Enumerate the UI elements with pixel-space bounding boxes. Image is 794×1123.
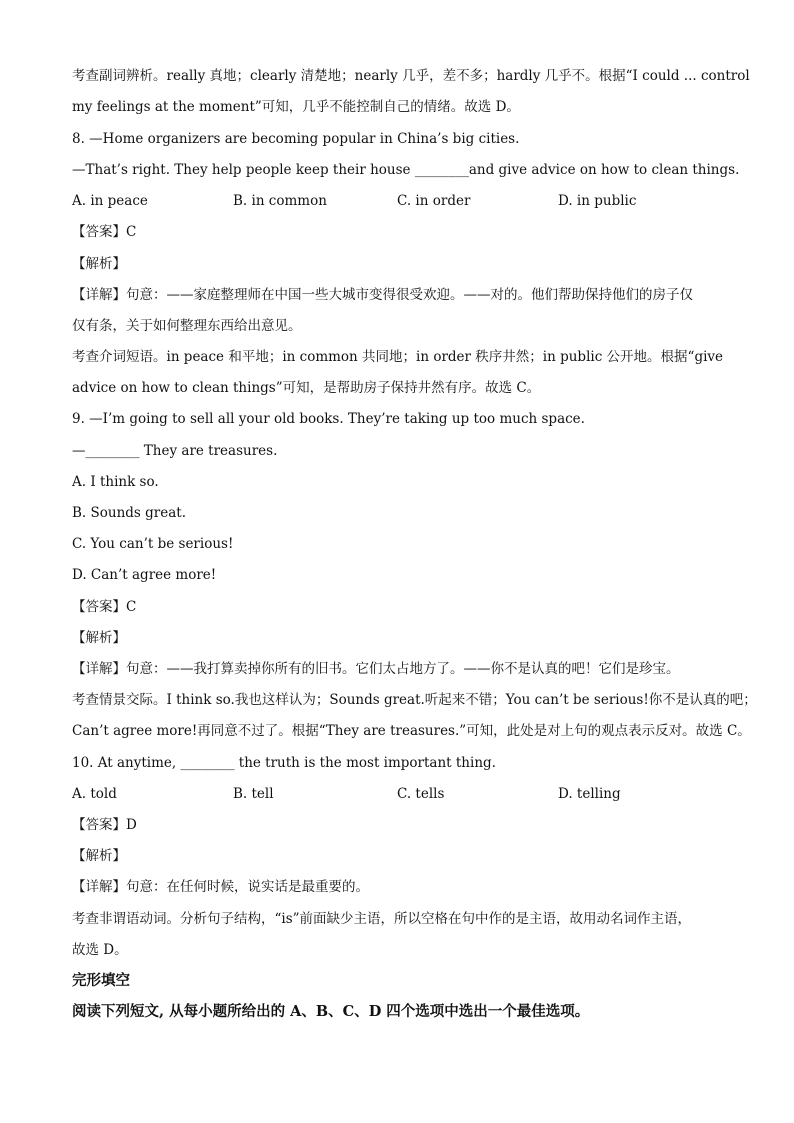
q8-analysis-label: 【解析】	[72, 256, 126, 272]
q8-detail-3: 考查介词短语。in peace 和平地；in common 共同地；in order 秩序井然；in public 公开地。根据“give	[72, 349, 724, 365]
q8-reply: —That’s right. They help people keep their house ________and give advice on how to clean things.	[72, 162, 740, 178]
q8-stem: 8. —Home organizers are becoming popular in China’s big cities.	[72, 131, 520, 147]
q10-option-d: D. telling	[558, 786, 621, 802]
q8-detail-1: 【详解】句意：——家庭整理师在中国一些大城市变得很受欢迎。——对的。他们帮助保持他们的房子仅	[72, 287, 693, 303]
q10-option-a: A. told	[72, 786, 117, 802]
q8-option-b: B. in common	[233, 193, 327, 209]
q9-option-d: D. Can’t agree more!	[72, 567, 217, 583]
q10-analysis-label: 【解析】	[72, 848, 126, 864]
q9-detail-2: 考查情景交际。I think so.我也这样认为；Sounds great.听起来不错；You can’t be serious!你不是认真的吧；	[72, 692, 757, 708]
q8-answer: 【答案】C	[72, 224, 137, 240]
q10-stem: 10. At anytime, ________ the truth is the most important thing.	[72, 755, 496, 771]
q9-option-b: B. Sounds great.	[72, 505, 186, 521]
intro-line-1: 考查副词辨析。really 真地；clearly 清楚地；nearly 几乎，差不多；hardly 几乎不。根据“I could ... control	[72, 68, 750, 84]
q8-option-d: D. in public	[558, 193, 637, 209]
q8-option-c: C. in order	[397, 193, 471, 209]
section-title: 完形填空	[72, 972, 130, 989]
q9-detail-1: 【详解】句意：——我打算卖掉你所有的旧书。它们太占地方了。——你不是认真的吧！它们是珍宝。	[72, 661, 680, 677]
q9-reply: —________ They are treasures.	[72, 443, 278, 459]
q9-option-c: C. You can’t be serious!	[72, 536, 234, 552]
q8-detail-2: 仅有条，关于如何整理东西给出意见。	[72, 318, 302, 334]
q9-option-a: A. I think so.	[72, 474, 159, 490]
intro-line-2: my feelings at the moment”可知，几乎不能控制自己的情绪。故选 D。	[72, 99, 520, 115]
q10-detail-1: 【详解】句意：在任何时候，说实话是最重要的。	[72, 879, 369, 895]
q10-option-b: B. tell	[233, 786, 274, 802]
q10-detail-3: 故选 D。	[72, 942, 128, 958]
q9-stem: 9. —I’m going to sell all your old books. They’re taking up too much space.	[72, 411, 585, 427]
section-instruction: 阅读下列短文, 从每小题所给出的 A、B、C、D 四个选项中选出一个最佳选项。	[72, 1003, 590, 1020]
q9-answer: 【答案】C	[72, 599, 137, 615]
q9-analysis-label: 【解析】	[72, 630, 126, 646]
q10-answer: 【答案】D	[72, 817, 137, 833]
q8-option-a: A. in peace	[72, 193, 148, 209]
q10-detail-2: 考查非谓语动词。分析句子结构，“is”前面缺少主语，所以空格在句中作的是主语，故用动名词作主语，	[72, 911, 692, 927]
q8-detail-4: advice on how to clean things”可知，是帮助房子保持井然有序。故选 C。	[72, 380, 541, 396]
q9-detail-3: Can’t agree more!再同意不过了。根据“They are treasures.”可知，此处是对上句的观点表示反对。故选 C。	[72, 723, 751, 739]
q10-option-c: C. tells	[397, 786, 445, 802]
